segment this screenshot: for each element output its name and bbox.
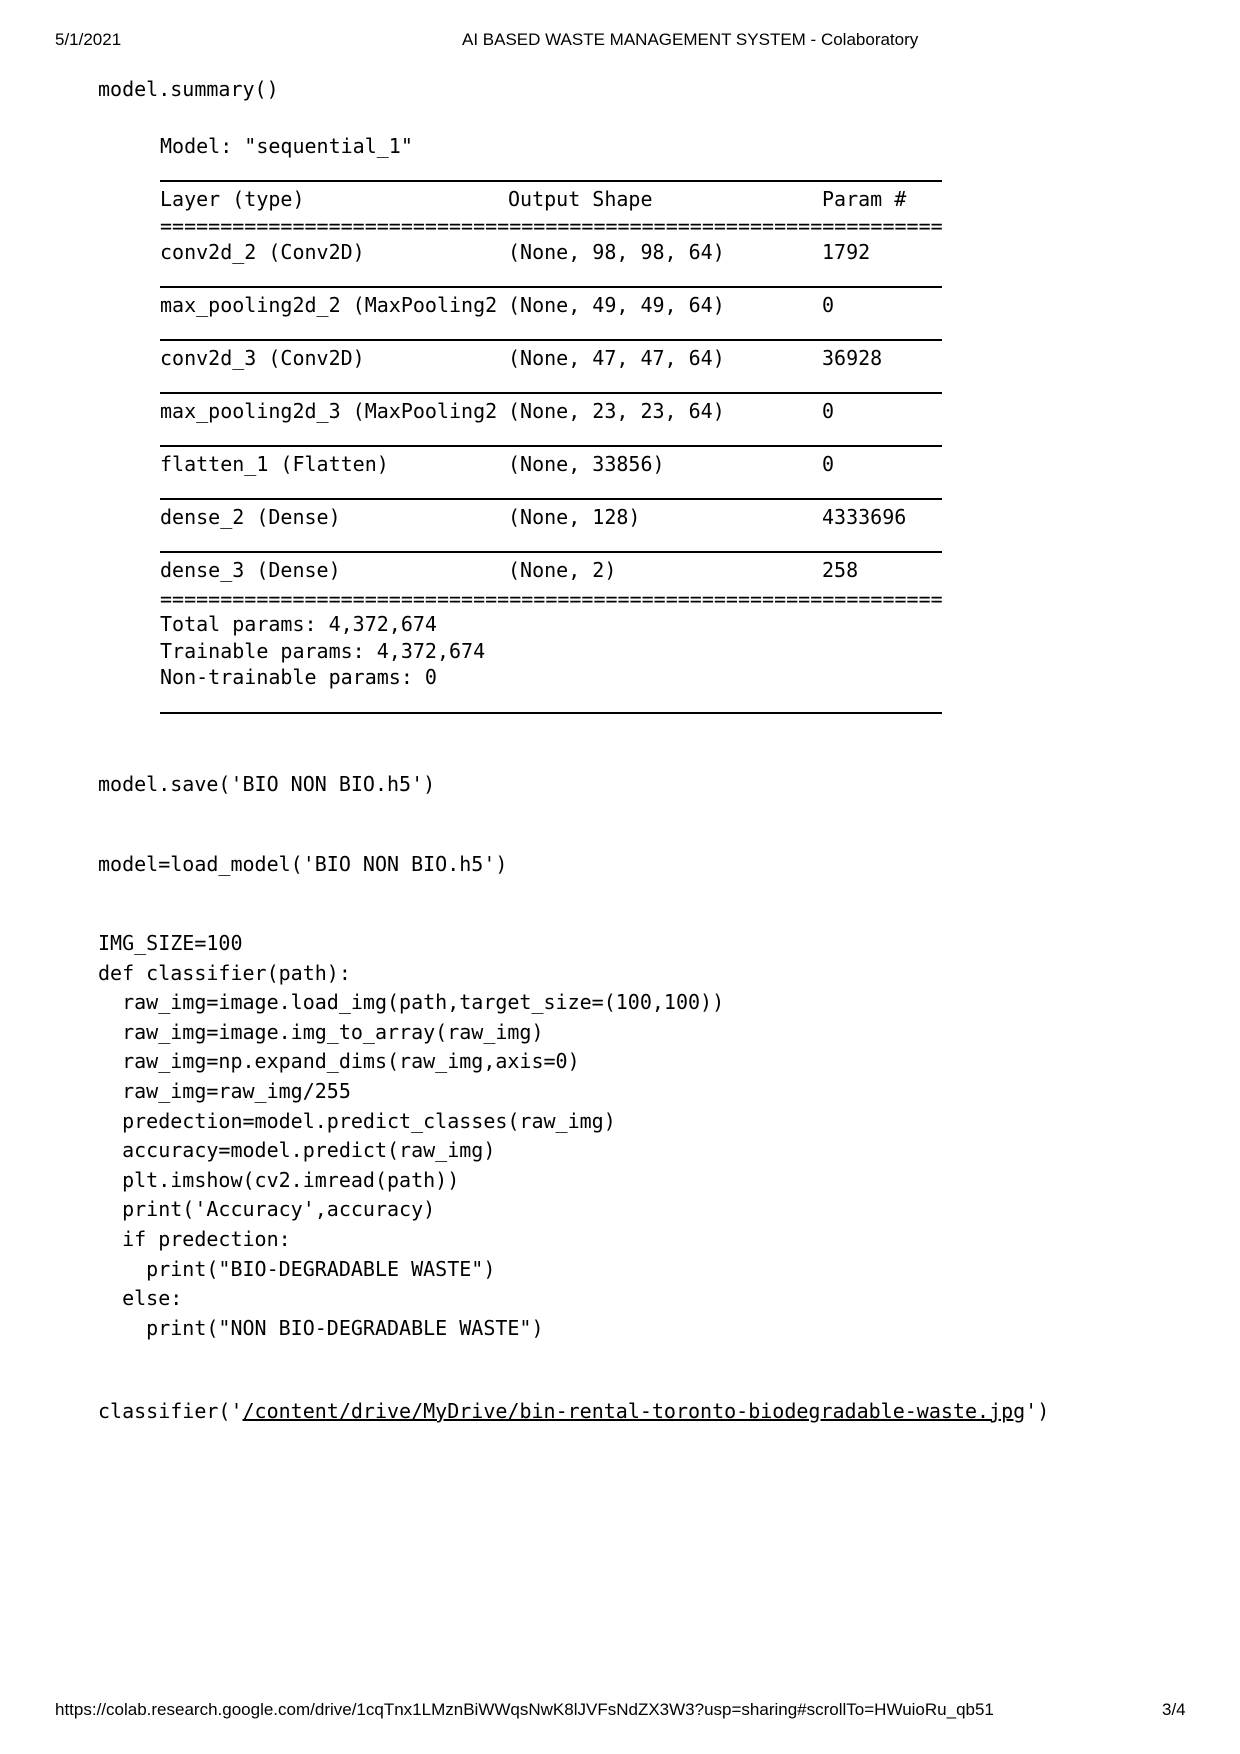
row-shape: (None, 33856) (508, 452, 665, 476)
row-shape: (None, 128) (508, 505, 641, 529)
row-separator (160, 551, 942, 553)
row-separator (160, 498, 942, 500)
row-layer: dense_3 (Dense) (160, 558, 341, 582)
row-shape: (None, 2) (508, 558, 617, 582)
header-layer: Layer (type) (160, 187, 305, 211)
code-line: plt.imshow(cv2.imread(path)) (98, 1167, 460, 1192)
page-number: 3/4 (1162, 1700, 1186, 1719)
header-shape: Output Shape (508, 187, 653, 211)
footer-url[interactable]: https://colab.research.google.com/drive/1cqTnx1LMznBiWWqsNwK8lJVFsNdZX3W3?usp=sharing#scrollTo=HWuioRu_qb51 (55, 1700, 994, 1719)
row-params: 0 (822, 452, 835, 476)
row-params: 1792 (822, 240, 871, 264)
code-line: accuracy=model.predict(raw_img) (98, 1138, 496, 1163)
row-layer: conv2d_2 (Conv2D) (160, 240, 365, 264)
code-line: print("BIO-DEGRADABLE WASTE") (98, 1256, 496, 1281)
code-line: raw_img=raw_img/255 (98, 1079, 351, 1103)
code-line: print('Accuracy',accuracy) (98, 1197, 436, 1222)
code-cell-classifier-call[interactable] (98, 1398, 1049, 1424)
row-layer: dense_2 (Dense) (160, 505, 341, 529)
row-params: 0 (822, 399, 835, 423)
rule-double-bottom: ================================================================= (160, 592, 943, 606)
code-line: print("NON BIO-DEGRADABLE WASTE") (98, 1315, 544, 1340)
code-cell-load[interactable]: model=load_model('BIO NON BIO.h5') (98, 852, 508, 876)
row-params: 0 (822, 293, 835, 317)
row-layer: conv2d_3 (Conv2D) (160, 346, 365, 370)
code-line: def classifier(path): (98, 960, 351, 985)
row-separator (160, 286, 942, 288)
code-line: predection=model.predict_classes(raw_img) (98, 1108, 616, 1133)
total-params: Total params: 4,372,674 (160, 612, 437, 636)
row-params: 36928 (822, 346, 883, 370)
image-path-link[interactable]: /content/drive/MyDrive/bin-rental-toronto-biodegradable-waste.jpg (242, 1399, 1026, 1423)
call-prefix: classifier(' (98, 1399, 243, 1423)
summary-model-name: Model: "sequential_1" (160, 134, 413, 158)
code-line: raw_img=image.img_to_array(raw_img) (98, 1019, 544, 1044)
row-params: 4333696 (822, 505, 907, 529)
row-layer: max_pooling2d_3 (MaxPooling2 (160, 399, 498, 423)
code-line: else: (98, 1286, 183, 1311)
row-shape: (None, 23, 23, 64) (508, 399, 725, 423)
row-layer: flatten_1 (Flatten) (160, 452, 389, 476)
code-line: IMG_SIZE=100 (98, 931, 243, 955)
header-params: Param # (822, 187, 907, 211)
row-separator (160, 445, 942, 447)
row-params: 258 (822, 558, 859, 582)
row-separator (160, 392, 942, 394)
call-suffix: ') (1025, 1399, 1050, 1423)
row-shape: (None, 98, 98, 64) (508, 240, 725, 264)
row-layer: max_pooling2d_2 (MaxPooling2 (160, 293, 498, 317)
code-line: raw_img=image.load_img(path,target_size=(100,100)) (98, 990, 725, 1015)
code-cell-summary[interactable]: model.summary() (98, 77, 279, 101)
code-cell-save[interactable]: model.save('BIO NON BIO.h5') (98, 772, 436, 796)
print-title: AI BASED WASTE MANAGEMENT SYSTEM - Colaboratory (462, 30, 919, 49)
code-line: raw_img=np.expand_dims(raw_img,axis=0) (98, 1049, 580, 1074)
trainable-params: Trainable params: 4,372,674 (160, 639, 486, 663)
rule-end (160, 712, 942, 714)
row-shape: (None, 47, 47, 64) (508, 346, 725, 370)
rule-double-top: ================================================================= (160, 219, 943, 233)
non-trainable-params: Non-trainable params: 0 (160, 665, 437, 689)
code-line: if predection: (98, 1227, 291, 1251)
rule-top (160, 180, 942, 182)
row-shape: (None, 49, 49, 64) (508, 293, 725, 317)
print-date: 5/1/2021 (55, 30, 122, 49)
row-separator (160, 339, 942, 341)
